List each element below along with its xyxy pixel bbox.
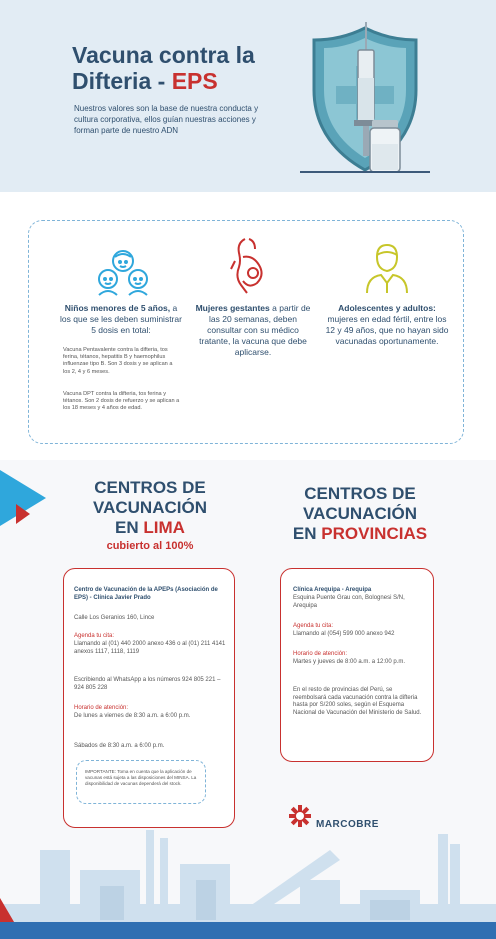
title-line-2	[72, 68, 255, 94]
brand-name: MARCOBRE	[316, 819, 379, 830]
children-icon	[95, 245, 151, 297]
provinces-center-name: Clínica Arequipa - Arequipa	[293, 587, 372, 593]
lima-subtitle: cubierto al 100%	[106, 540, 194, 552]
provinces-address: Esquina Puente Grau con, Bolognesi S/N, Arequipa	[293, 595, 405, 609]
lima-center-name: Centro de Vacunación de la APEPs (Asociación de EPS) - Clínica Javier Prado	[74, 587, 218, 601]
group-pregnant-heading	[193, 303, 313, 358]
provinces-hours-text: Martes y jueves de 8:00 a.m. a 12:00 p.m.	[293, 659, 406, 665]
title-prefix: Difteria -	[72, 68, 172, 94]
important-note-text: IMPORTANTE: Toma en cuenta que la aplicación de vacunas está sujeta a las disposiciones del MINSA. La disponibilidad de vacunas dependerá del stock.	[85, 769, 197, 786]
group-children-detail-2: Vacuna DPT contra la difteria, tos ferina y tétanos. Son 2 dosis de refuerzo y se aplican a los 18 meses y 4 años de edad.	[63, 391, 180, 412]
provinces-reimbursement: En el resto de provincias del Perú, se reembolsará cada vacunación contra la difteria hasta por S/200 soles, según el Esquema Nacional de Vacunación del Ministerio de Salud.	[293, 687, 422, 716]
pregnant-woman-icon	[229, 235, 273, 295]
provinces-title-line-2: VACUNACIÓN	[303, 504, 417, 523]
lima-hours-saturday: Sábados de 8:30 a.m. a 6:00 p.m.	[74, 743, 165, 749]
lima-title	[60, 478, 240, 538]
provinces-title-prefix: EN	[292, 524, 322, 543]
footer-bar	[0, 922, 496, 939]
group-children-detail-1: Vacuna Pentavalente contra la difteria, tos ferina, tétanos, hepatitis B y haemophilus influenzae tipo B. Son 3 dosis y se aplican a los 2, 4 y 6 meses.	[63, 347, 173, 375]
lima-title-accent: LIMA	[143, 518, 185, 537]
lima-title-prefix: EN	[115, 518, 144, 537]
group-children-bold: Niños menores de 5 años,	[64, 303, 171, 313]
lima-title-line-2: VACUNACIÓN	[93, 498, 207, 517]
provinces-title-line-3	[270, 524, 450, 544]
provinces-title	[270, 484, 450, 544]
provinces-appointment-label: Agenda tu cita:	[293, 623, 334, 629]
brand-logo	[288, 800, 428, 830]
lima-title-line-1: CENTROS DE	[94, 478, 206, 497]
provinces-title-accent: PROVINCIAS	[321, 524, 428, 543]
provinces-center-card	[280, 568, 434, 762]
header-banner	[0, 0, 496, 192]
group-pregnant-bold: Mujeres gestantes	[195, 303, 270, 313]
lima-title-line-3	[60, 518, 240, 538]
header-description: Nuestros valores son la base de nuestra conducta y cultura corporativa, ellos guían nuestras acciones y forman parte de nuestro ADN	[74, 104, 259, 135]
important-note	[76, 760, 206, 804]
provinces-title-line-1: CENTROS DE	[304, 484, 416, 503]
group-adults-rest: mujeres en edad fértil, entre los 12 y 49 años, que no hayan sido vacunadas oportunamente.	[325, 314, 449, 346]
group-pregnant-rest: a partir de las 20 semanas, deben consultar con su médico tratante, la vacuna que debe aplicarse.	[199, 303, 311, 357]
decor-triangle-red	[16, 504, 30, 524]
lima-whatsapp-text: Escribiendo al WhatsApp a los números 924 805 221 – 924 805 228	[74, 677, 221, 691]
lima-hours-weekday: De lunes a viernes de 8:30 a.m. a 6:00 p.m.	[74, 713, 191, 719]
group-children-rest: a los que se les deben suministrar 5 dosis en total:	[60, 303, 182, 335]
page-title	[72, 42, 255, 94]
lima-appointment-text: Llamando al (01) 440 2000 anexo 436 o al (01) 211 4141 anexos 1117, 1118, 1119	[74, 641, 226, 655]
provinces-hours-label: Horario de atención:	[293, 651, 348, 657]
target-groups-panel	[28, 220, 464, 444]
adult-icon	[363, 241, 411, 295]
shield-syringe-icon	[300, 20, 430, 180]
title-line-1: Vacuna contra la	[72, 42, 255, 68]
marcobre-logo-icon	[288, 804, 312, 828]
group-children-heading	[59, 303, 183, 336]
lima-appointment-label: Agenda tu cita:	[74, 633, 115, 639]
provinces-appointment-text: Llamando al (054) 599 000 anexo 942	[293, 631, 395, 637]
title-accent: EPS	[171, 68, 218, 94]
lima-address: Calle Los Geranios 160, Lince	[74, 615, 155, 621]
group-adults-heading	[325, 303, 449, 347]
group-adults-bold: Adolescentes y adultos:	[338, 303, 436, 313]
lima-hours-label: Horario de atención:	[74, 705, 129, 711]
